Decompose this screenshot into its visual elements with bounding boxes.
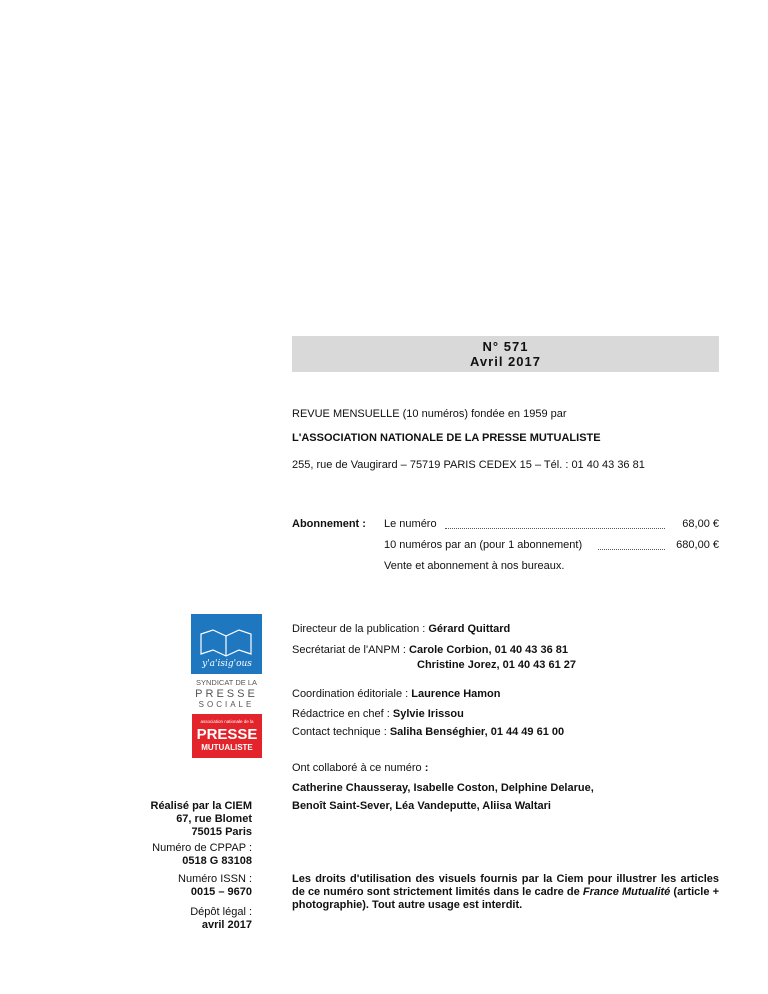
subscription-note: Vente et abonnement à nos bureaux. bbox=[384, 560, 565, 572]
credit-director-name: Gérard Quittard bbox=[428, 623, 511, 635]
contributors-line2: Benoît Saint-Sever, Léa Vandeputte, Aliisa Waltari bbox=[292, 800, 551, 812]
credit-secretariat-name1: Carole Corbion, 01 40 43 36 81 bbox=[409, 644, 568, 656]
credit-editor-name: Sylvie Irissou bbox=[392, 708, 464, 720]
issn-label: Numéro ISSN : bbox=[178, 873, 252, 885]
credit-coordination-name: Laurence Hamon bbox=[411, 688, 501, 700]
subscription-item-single: Le numéro bbox=[384, 518, 437, 530]
credit-secretariat bbox=[292, 644, 568, 657]
realise-line2: 67, rue Blomet bbox=[176, 813, 252, 825]
contributors-line1: Catherine Chausseray, Isabelle Coston, Delphine Delarue, bbox=[292, 782, 594, 794]
credit-secretariat-label: Secrétariat de l'ANPM : bbox=[292, 644, 410, 656]
presse-small-text: association nationale de la bbox=[200, 719, 254, 724]
credit-tech bbox=[292, 726, 564, 739]
subscription-price-annual: 680,00 € bbox=[676, 539, 719, 551]
credit-contributors-label bbox=[292, 762, 428, 775]
depot-value: avril 2017 bbox=[201, 919, 252, 931]
rights-publication-name: France Mutualité bbox=[582, 886, 671, 898]
subscription-item-annual: 10 numéros par an (pour 1 abonnement) bbox=[384, 539, 583, 551]
credit-director bbox=[292, 623, 510, 636]
price-leader bbox=[445, 528, 665, 529]
credit-editor bbox=[292, 708, 464, 721]
revue-description: REVUE MENSUELLE (10 numéros) fondée en 1959 par bbox=[292, 408, 567, 420]
presse-sub-text: MUTUALISTE bbox=[201, 743, 253, 752]
syndicat-presse-sociale-logo bbox=[191, 614, 262, 709]
subscription-price-single: 68,00 € bbox=[682, 518, 719, 530]
association-name: L'ASSOCIATION NATIONALE DE LA PRESSE MUTUALISTE bbox=[292, 432, 601, 444]
credit-coordination bbox=[292, 688, 501, 701]
syndicat-handwriting: y'a'isig'ous bbox=[202, 659, 252, 669]
contributors-colon: : bbox=[424, 762, 429, 774]
credit-editor-label: Rédactrice en chef : bbox=[292, 708, 393, 720]
issue-date: Avril 2017 bbox=[470, 354, 541, 369]
rights-notice bbox=[292, 873, 719, 912]
issue-header bbox=[292, 336, 719, 372]
rights-part2: (article + photographie). Tout autre usage est interdit. bbox=[292, 886, 719, 911]
syndicat-line1: SYNDICAT DE LA bbox=[196, 678, 257, 687]
credit-tech-label: Contact technique : bbox=[292, 726, 390, 738]
rights-part1: Les droits d'utilisation des visuels fournis par la Ciem pour illustrer les articles de ce numéro sont strictement limités dans le cadre de bbox=[292, 873, 719, 898]
syndicat-line3: SOCIALE bbox=[198, 700, 255, 709]
syndicat-line2: PRESSE bbox=[195, 688, 258, 700]
issue-number: N° 571 bbox=[482, 339, 529, 354]
presse-mutualiste-logo bbox=[192, 714, 262, 758]
presse-big-text: PRESSE bbox=[196, 726, 258, 743]
realise-line1: Réalisé par la CIEM bbox=[150, 800, 252, 812]
credit-tech-name: Saliha Benséghier, 01 44 49 61 00 bbox=[389, 726, 565, 738]
contributors-label-text: Ont collaboré à ce numéro bbox=[292, 762, 425, 774]
credit-coordination-label: Coordination éditoriale : bbox=[292, 688, 412, 700]
cppap-label: Numéro de CPPAP : bbox=[152, 842, 252, 854]
credit-director-label: Directeur de la publication : bbox=[292, 623, 429, 635]
issn-value: 0015 – 9670 bbox=[190, 886, 252, 898]
realise-line3: 75015 Paris bbox=[191, 826, 252, 838]
depot-label: Dépôt légal : bbox=[190, 906, 252, 918]
cppap-value: 0518 G 83108 bbox=[182, 855, 252, 867]
subscription-label: Abonnement : bbox=[292, 518, 366, 530]
credit-secretariat-name2: Christine Jorez, 01 40 43 61 27 bbox=[417, 659, 576, 671]
association-address: 255, rue de Vaugirard – 75719 PARIS CEDEX 15 – Tél. : 01 40 43 36 81 bbox=[292, 459, 645, 471]
